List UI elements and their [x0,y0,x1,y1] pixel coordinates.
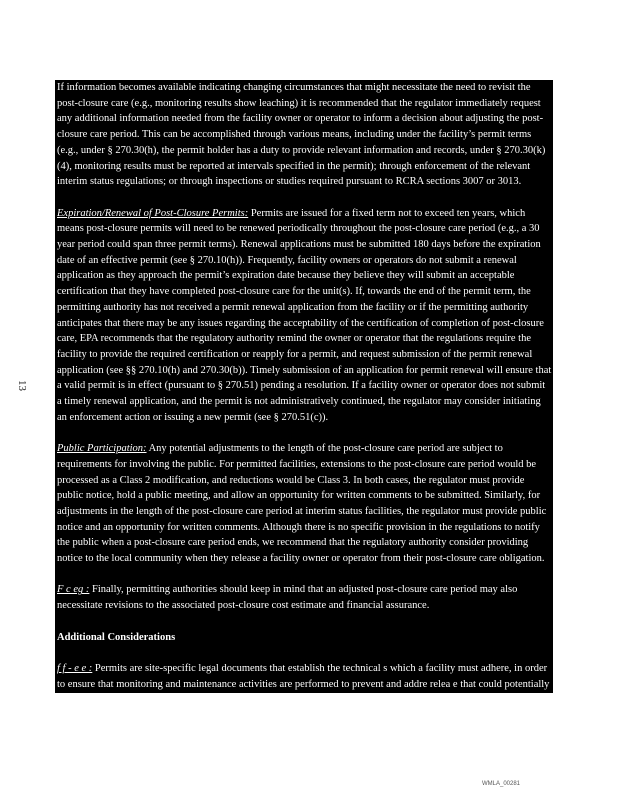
paragraph-body: If information becomes available indicating changing circumstances that might necessitate the need to revisit the post-closure care (e.g., monitoring results show leaching) it is recommended that the regulator immediately request any additional information needed from the facility owner or operator to inform a decision about adjusting the post-closure care period. This can be accomplished through various means, including under the facility’s permit terms (e.g., under § 270.30(h), the permit holder has a duty to provide relevant information and records, under § 270.30(k)(4), monitoring results must be reported at intervals specified in the permit); through enforcement of the relevant interim status regulations; or through inspections or studies required pursuant to RCRA sections 3007 or 3013. [57,82,546,188]
paragraph-monitoring-info [57,80,552,190]
paragraph-public-participation [57,441,552,567]
paragraph-financial-assurance [57,582,552,613]
paragraph-site-specific-permits [57,661,552,708]
paragraph-lead: Public Participation: [57,443,147,455]
paragraph-body: Any potential adjustments to the length of the post-closure care period are subject to requirements for involving the public. For permitted facilities, extensions to the post-closure care period would be processed as a Class 2 modification, and reductions would be Class 3. In both cases, the regulator must provide public notice, hold a public meeting, and allow an opportunity for written comments to be submitted. Similarly, for adjustments in the length of the post-closure care period at interim status facilities, the regulator must provide public notice and an opportunity for written comments. Although there is no specific provision in the regulations to notify the public when a post-closure care period ends, we recommend that the regulatory authority consider providing notice to the local community when they release a facility owner or operator from their post-closure care obligation. [57,443,547,565]
bates-number: WMLA_00281 [482,781,521,787]
paragraph-body: Permits are site-specific legal documents that establish the technical s which a facility must adhere, in order to ensure that monitoring and maintenance activities are performed to prevent and addre relea e that could potentially threaten [57,662,550,706]
paragraph-lead: Expiration/Renewal of Post-Closure Permits: [57,207,249,219]
page-number: 13 [16,380,28,391]
paragraph-expiration-renewal [57,206,552,426]
paragraph-lead: F c eg : [57,584,90,596]
paragraph-lead: f f - e e : [57,662,93,674]
paragraph-body: Permits are issued for a fixed term not to exceed ten years, which means post-closure permits will need to be renewed periodically throughout the post-closure care period (e.g., a 30 year period could span three permit terms). Renewal applications must be submitted 180 days before the expiration date of an effective permit (see § 270.10(h)). Frequently, facility owners or operators do not submit a renewal application as they approach the permit’s expiration date because they believe they will submit an acceptable certification that they have completed post-closure care for the unit(s). If, towards the end of the permit term, the permitting authority has not received a permit renewal application from the facility or if the permitting authority anticipates that there may be any issues regarding the acceptability of the certification of completion of post-closure care, EPA recommends that the regulatory authority remind the owner or operator that the regulations require the facility to provide the required certification or reapply for a permit, and request submission of the permit renewal application (see §§ 270.10(h) and 270.30(b)). Timely submission of an application for permit renewal will ensure that a valid permit is in effect (pursuant to § 270.51) pending a resolution. If a facility owner or operator does not submit a timely renewal application, and the permit is not administratively continued, the regulator may consider initiating an enforcement action or issuing a new permit (see § 270.51(c)). [57,207,552,423]
redacted-text-body [57,80,552,708]
section-heading: Additional Considerations [57,631,176,643]
paragraph-body: Finally, permitting authorities should keep in mind that an adjusted post-closure care period may also necessitate revisions to the associated post-closure cost estimate and financial assurance. [57,584,518,612]
